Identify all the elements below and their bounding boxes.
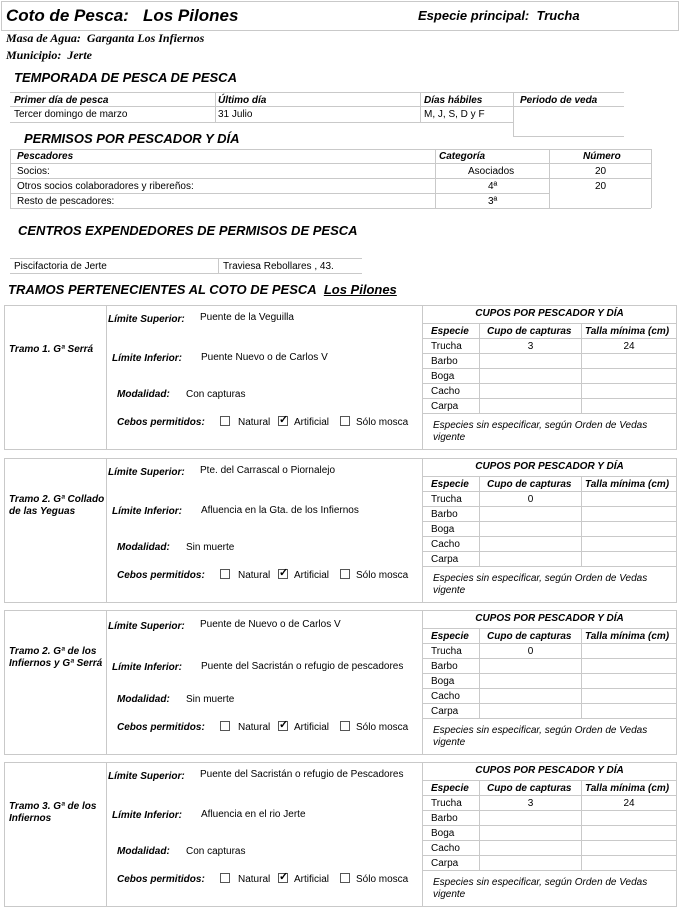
- permisos-numero: 20: [595, 166, 607, 177]
- cupos-especie: Cacho: [431, 691, 460, 702]
- cupos-especie: Carpa: [431, 706, 459, 717]
- natural-checkbox[interactable]: [220, 721, 230, 731]
- tramos-title-text: TRAMOS PERTENECIENTES AL COTO DE PESCA: [8, 282, 317, 297]
- cupos-header-talla: Talla mínima (cm): [585, 479, 670, 490]
- permisos-categoria: Asociados: [468, 166, 515, 177]
- cupos-especie: Cacho: [431, 843, 460, 854]
- permisos-title: PERMISOS POR PESCADOR Y DÍA: [24, 131, 240, 146]
- natural-label: Natural: [238, 722, 271, 733]
- cupos-especie: Boga: [431, 828, 455, 839]
- permisos-header-categoria: Categoría: [439, 151, 486, 162]
- cupos-nota: Especies sin especificar, según Orden de Vedas vigente: [433, 420, 648, 443]
- limite-inferior-label: Límite Inferior:: [112, 353, 183, 364]
- solo-mosca-label: Sólo mosca: [356, 570, 409, 581]
- cupos-header-cupo: Cupo de capturas: [487, 326, 572, 337]
- natural-checkbox[interactable]: [220, 873, 230, 883]
- masa-value: Garganta Los Infiernos: [86, 31, 205, 45]
- limite-superior-value: Pte. del Carrascal o Piornalejo: [200, 465, 336, 476]
- tramo-block: [4, 458, 677, 603]
- cupos-especie: Cacho: [431, 539, 460, 550]
- limite-inferior-value: Puente Nuevo o de Carlos V: [201, 352, 328, 363]
- masa-de-agua: [6, 31, 204, 46]
- modalidad-value: Sin muerte: [186, 542, 235, 553]
- cupos-header-talla: Talla mínima (cm): [585, 326, 670, 337]
- cupos-especie: Carpa: [431, 401, 459, 412]
- natural-checkbox[interactable]: [220, 569, 230, 579]
- temporada-header-veda: Periodo de veda: [520, 95, 598, 106]
- cupos-title: CUPOS POR PESCADOR Y DÍA: [475, 613, 624, 624]
- cupos-title: CUPOS POR PESCADOR Y DÍA: [475, 308, 624, 319]
- temporada-dias-habiles: M, J, S, D y F: [424, 109, 485, 120]
- cupos-header-cupo: Cupo de capturas: [487, 783, 572, 794]
- modalidad-label: Modalidad:: [117, 389, 170, 400]
- cupos-cupo: 3: [527, 341, 534, 352]
- tramo-name: Tramo 2. Gª de los Infiernos y Gª Serrá: [9, 646, 103, 669]
- artificial-checkbox[interactable]: [278, 721, 288, 731]
- cupos-especie: Barbo: [431, 813, 458, 824]
- cupos-header-cupo: Cupo de capturas: [487, 479, 572, 490]
- cupos-nota: Especies sin especificar, según Orden de Vedas vigente: [433, 573, 648, 596]
- limite-inferior-label: Límite Inferior:: [112, 662, 183, 673]
- limite-superior-label: Límite Superior:: [108, 621, 185, 632]
- cupos-especie: Trucha: [431, 341, 462, 352]
- cupos-especie: Boga: [431, 524, 455, 535]
- temporada-primer-dia: Tercer domingo de marzo: [14, 109, 128, 120]
- permisos-categoria: 3ª: [488, 196, 498, 207]
- cupos-cupo: 0: [527, 646, 534, 657]
- cupos-header-cupo: Cupo de capturas: [487, 631, 572, 642]
- cebos-label: Cebos permitidos:: [117, 417, 205, 428]
- solo-mosca-label: Sólo mosca: [356, 722, 409, 733]
- limite-inferior-label: Límite Inferior:: [112, 506, 183, 517]
- tramo-block: [4, 305, 677, 450]
- cupos-header-especie: Especie: [431, 631, 469, 642]
- municipio-label: Municipio:: [6, 48, 62, 62]
- temporada-title: TEMPORADA DE PESCA DE PESCA: [14, 70, 237, 85]
- permisos-header-pescadores: Pescadores: [17, 151, 74, 162]
- artificial-checkbox[interactable]: [278, 416, 288, 426]
- temporada-header-dias: Días hábiles: [424, 95, 483, 106]
- permisos-categoria: 4ª: [488, 181, 498, 192]
- artificial-label: Artificial: [294, 722, 330, 733]
- cupos-header-especie: Especie: [431, 783, 469, 794]
- cupos-especie: Barbo: [431, 356, 458, 367]
- especie-value: Trucha: [536, 8, 580, 23]
- permisos-numero: 20: [595, 181, 607, 192]
- cupos-especie: Carpa: [431, 858, 459, 869]
- cupos-cupo: 0: [527, 494, 534, 505]
- artificial-label: Artificial: [294, 874, 330, 885]
- limite-superior-label: Límite Superior:: [108, 467, 185, 478]
- cebos-label: Cebos permitidos:: [117, 874, 205, 885]
- tramo-name: Tramo 3. Gª de los Infiernos: [9, 801, 97, 824]
- tramo-block: [4, 610, 677, 755]
- centros-title: CENTROS EXPENDEDORES DE PERMISOS DE PESCA: [18, 223, 358, 238]
- cupos-header-talla: Talla mínima (cm): [585, 783, 670, 794]
- municipio-value: Jerte: [67, 48, 92, 62]
- limite-superior-value: Puente del Sacristán o refugio de Pescadores: [200, 769, 404, 780]
- limite-superior-value: Puente de Nuevo o de Carlos V: [200, 619, 341, 630]
- limite-superior-label: Límite Superior:: [108, 314, 185, 325]
- permisos-pescador: Socios:: [17, 166, 50, 177]
- solo-mosca-checkbox[interactable]: [340, 873, 350, 883]
- cupos-especie: Boga: [431, 371, 455, 382]
- permisos-pescador: Resto de pescadores:: [17, 196, 115, 207]
- centro-nombre: Piscifactoria de Jerte: [14, 261, 107, 272]
- limite-inferior-label: Límite Inferior:: [112, 810, 183, 821]
- natural-checkbox[interactable]: [220, 416, 230, 426]
- solo-mosca-checkbox[interactable]: [340, 569, 350, 579]
- cupos-header-especie: Especie: [431, 326, 469, 337]
- cupos-header-especie: Especie: [431, 479, 469, 490]
- tramo-name: Tramo 1. Gª Serrá: [9, 344, 94, 355]
- modalidad-label: Modalidad:: [117, 694, 170, 705]
- temporada-header-primer: Primer día de pesca: [14, 95, 109, 106]
- cupos-talla: 24: [623, 798, 635, 809]
- cebos-label: Cebos permitidos:: [117, 722, 205, 733]
- limite-superior-label: Límite Superior:: [108, 771, 185, 782]
- cupos-talla: 24: [623, 341, 635, 352]
- cupos-title: CUPOS POR PESCADOR Y DÍA: [475, 461, 624, 472]
- modalidad-value: Con capturas: [186, 846, 246, 857]
- coto-title: [6, 6, 238, 26]
- tramos-title: [8, 282, 397, 297]
- cupos-header-talla: Talla mínima (cm): [585, 631, 670, 642]
- especie-principal: [418, 8, 580, 23]
- temporada-header-ultimo: Último día: [218, 95, 267, 106]
- cupos-especie: Carpa: [431, 554, 459, 565]
- cupos-especie: Trucha: [431, 494, 462, 505]
- artificial-label: Artificial: [294, 570, 330, 581]
- especie-label: Especie principal:: [418, 8, 530, 23]
- limite-inferior-value: Afluencia en el rio Jerte: [201, 809, 306, 820]
- solo-mosca-checkbox[interactable]: [340, 416, 350, 426]
- centro-direccion: Traviesa Rebollares , 43.: [223, 261, 334, 272]
- modalidad-label: Modalidad:: [117, 542, 170, 553]
- cebos-label: Cebos permitidos:: [117, 570, 205, 581]
- coto-label: Coto de Pesca:: [6, 6, 129, 25]
- temporada-ultimo-dia: 31 Julio: [218, 109, 253, 120]
- cupos-especie: Trucha: [431, 798, 462, 809]
- artificial-checkbox[interactable]: [278, 569, 288, 579]
- natural-label: Natural: [238, 417, 271, 428]
- natural-label: Natural: [238, 570, 271, 581]
- modalidad-value: Con capturas: [186, 389, 246, 400]
- cupos-especie: Boga: [431, 676, 455, 687]
- solo-mosca-label: Sólo mosca: [356, 417, 409, 428]
- limite-inferior-value: Afluencia en la Gta. de los Infiernos: [201, 505, 359, 516]
- solo-mosca-label: Sólo mosca: [356, 874, 409, 885]
- permisos-pescador: Otros socios colaboradores y ribereños:: [17, 181, 194, 192]
- natural-label: Natural: [238, 874, 271, 885]
- cupos-nota: Especies sin especificar, según Orden de Vedas vigente: [433, 877, 648, 900]
- permisos-header-numero: Número: [583, 151, 621, 162]
- cupos-especie: Barbo: [431, 661, 458, 672]
- municipio: [6, 48, 92, 63]
- cupos-cupo: 3: [527, 798, 534, 809]
- cupos-especie: Barbo: [431, 509, 458, 520]
- solo-mosca-checkbox[interactable]: [340, 721, 350, 731]
- cupos-title: CUPOS POR PESCADOR Y DÍA: [475, 765, 624, 776]
- limite-inferior-value: Puente del Sacristán o refugio de pescadores: [201, 661, 404, 672]
- tramos-coto-name: Los Pilones: [323, 282, 397, 297]
- artificial-label: Artificial: [294, 417, 330, 428]
- cupos-especie: Trucha: [431, 646, 462, 657]
- cupos-especie: Cacho: [431, 386, 460, 397]
- tramo-block: [4, 762, 677, 907]
- cupos-nota: Especies sin especificar, según Orden de Vedas vigente: [433, 725, 648, 748]
- limite-superior-value: Puente de la Veguilla: [200, 312, 294, 323]
- tramo-name: Tramo 2. Gª Collado de las Yeguas: [9, 494, 105, 517]
- masa-label: Masa de Agua:: [6, 31, 81, 45]
- coto-name: Los Pilones: [142, 6, 239, 25]
- artificial-checkbox[interactable]: [278, 873, 288, 883]
- modalidad-label: Modalidad:: [117, 846, 170, 857]
- modalidad-value: Sin muerte: [186, 694, 235, 705]
